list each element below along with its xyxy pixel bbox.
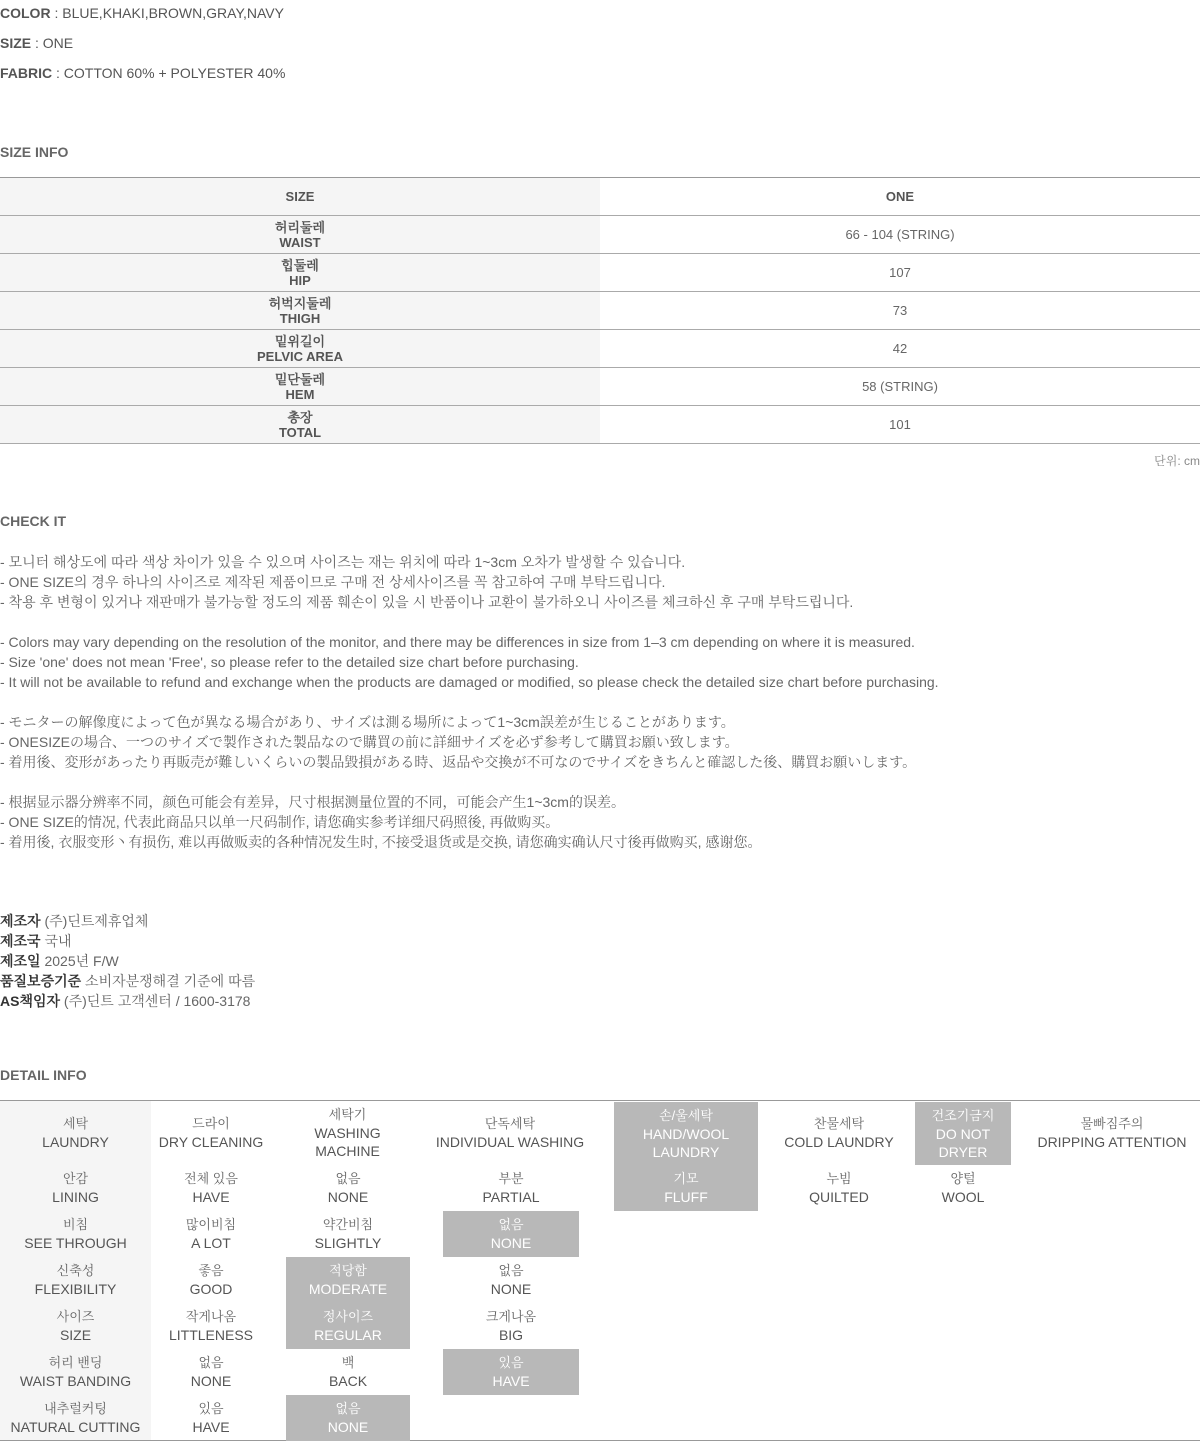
spec-key: COLOR <box>0 5 51 21</box>
note-line: - Size 'one' does not mean 'Free', so please refer to the detailed size chart before purchasing. <box>0 654 579 670</box>
detail-en: A LOT <box>191 1235 231 1251</box>
detail-ko: 있음 <box>498 1355 524 1370</box>
maker-key: 품질보증기준 <box>0 973 82 989</box>
maker-line <box>0 951 255 971</box>
detail-ko: 사이즈 <box>56 1309 95 1324</box>
row-label-en: WAIST <box>279 234 321 250</box>
row-label-ko: 총장 <box>287 409 313 425</box>
detail-option-dry-cleaning <box>151 1107 271 1159</box>
detail-ko: 없음 <box>498 1217 524 1232</box>
detail-ko: 허리 밴딩 <box>48 1355 103 1370</box>
row-value: 73 <box>600 292 1200 330</box>
detail-option-dripping-attention <box>1024 1107 1200 1159</box>
spec-value: : BLUE,KHAKI,BROWN,GRAY,NAVY <box>50 5 284 21</box>
detail-ko: 좋음 <box>198 1263 224 1278</box>
detail-ko: 세탁기 <box>328 1107 367 1122</box>
detail-en: DRYER <box>938 1143 988 1160</box>
detail-ko: 없음 <box>498 1263 524 1278</box>
detail-ko: 백 <box>341 1355 355 1370</box>
row-label-en: TOTAL <box>278 424 322 440</box>
row-label-ko: 허리둘레 <box>274 219 326 235</box>
row-label <box>0 216 600 254</box>
detail-label-natural-cutting <box>0 1395 151 1441</box>
detail-label-lining <box>0 1165 151 1211</box>
detail-en: COLD LAUNDRY <box>784 1134 894 1150</box>
table-row <box>0 254 1200 292</box>
detail-en: FLEXIBILITY <box>34 1281 117 1297</box>
detail-ko: 누빔 <box>826 1171 852 1186</box>
detail-en: HAND/WOOL <box>642 1125 730 1142</box>
detail-ko: 내추럴커팅 <box>44 1401 107 1416</box>
table-row <box>0 216 1200 254</box>
size-info-title: SIZE INFO <box>0 144 69 160</box>
detail-en: HAVE <box>492 1373 530 1389</box>
row-label-en: HIP <box>289 272 311 288</box>
maker-value: 소비자분쟁해결 기준에 따름 <box>81 973 256 989</box>
detail-option-hand-wool-laundry <box>614 1102 758 1165</box>
detail-option-waist-banding-have <box>443 1349 579 1395</box>
note-line: - ONESIZEの場合、一つのサイズで製作された製品なので購買の前に詳細サイズを必ず参考して購買お願い致します。 <box>0 734 739 750</box>
detail-en: LAUNDRY <box>42 1134 109 1150</box>
note-line: - It will not be available to refund and exchange when the products are damaged or modified, so please check the detailed size chart before purchasing. <box>0 674 939 690</box>
detail-en: PARTIAL <box>482 1189 540 1205</box>
maker-line <box>0 991 255 1011</box>
detail-en: NONE <box>327 1419 369 1435</box>
detail-en: DRY CLEANING <box>158 1134 264 1150</box>
detail-grid <box>0 1100 1200 1441</box>
detail-en: NONE <box>327 1189 369 1205</box>
maker-key: AS책임자 <box>0 993 61 1009</box>
row-label-ko: 허벅지둘레 <box>268 295 332 311</box>
row-label-en: PELVIC AREA <box>257 348 343 364</box>
row-label <box>0 406 600 444</box>
table-row <box>0 330 1200 368</box>
spec-color <box>0 4 284 22</box>
note-line: - 根据显示器分辨率不同，颜色可能会有差异，尺寸根据测量位置的不同，可能会产生1~3cm的误差。 <box>0 794 625 810</box>
detail-en: MODERATE <box>308 1281 388 1297</box>
row-label-en: THIGH <box>279 310 321 326</box>
detail-option-fluff <box>614 1165 758 1211</box>
detail-ko: 기모 <box>673 1171 699 1186</box>
detail-option-size-regular <box>286 1303 410 1349</box>
row-value: 107 <box>600 254 1200 292</box>
detail-label-see-through <box>0 1211 151 1257</box>
detail-ko: 양털 <box>950 1171 976 1186</box>
detail-en: WOOL <box>941 1189 985 1205</box>
detail-option-flexibility-good <box>151 1257 271 1303</box>
detail-en: DO NOT <box>935 1125 991 1142</box>
maker-info <box>0 911 255 1011</box>
detail-option-flexibility-moderate <box>286 1257 410 1303</box>
detail-option-wool <box>915 1165 1011 1211</box>
detail-en: HAVE <box>192 1419 230 1435</box>
row-label <box>0 254 600 292</box>
table-row <box>0 406 1200 444</box>
table-header-row <box>0 178 1200 216</box>
detail-option-washing-machine <box>282 1107 413 1159</box>
note-line: - 着用後、変形があったり再販売が難しいくらいの製品毀損がある時、返品や交換が不可なのでサイズをきちんと確認した後、購買お願いします。 <box>0 754 917 770</box>
spec-fabric <box>0 64 285 82</box>
detail-ko: 안감 <box>62 1171 89 1186</box>
unit-note: 단위: cm <box>1154 454 1200 468</box>
detail-option-size-big <box>443 1303 579 1349</box>
detail-ko: 정사이즈 <box>322 1309 374 1324</box>
detail-en: LAUNDRY <box>652 1143 720 1160</box>
detail-option-size-littleness <box>151 1303 271 1349</box>
note-line: - 모니터 해상도에 따라 색상 차이가 있을 수 있으며 사이즈는 재는 위치에 따라 1~3cm 오차가 발생할 수 있습니다. <box>0 554 686 570</box>
detail-en: GOOD <box>189 1281 233 1297</box>
note-line: - ONE SIZE的情况, 代表此商品只以单一尺码制作, 请您确实参考详细尺码照後, 再做购买。 <box>0 814 560 830</box>
note-line: - Colors may vary depending on the resolution of the monitor, and there may be differences in size from 1–3 cm depending on where it is measured. <box>0 634 915 650</box>
table-row <box>0 292 1200 330</box>
note-line: - モニターの解像度によって色が異なる場合があり、サイズは測る場所によって1~3cm誤差が生じることがあります。 <box>0 714 735 730</box>
detail-en: FLUFF <box>664 1189 708 1205</box>
detail-ko: 약간비침 <box>322 1217 374 1232</box>
detail-label-waist-banding <box>0 1349 151 1395</box>
detail-en: SIZE <box>59 1327 92 1343</box>
maker-key: 제조일 <box>0 953 41 969</box>
detail-en: LITTLENESS <box>168 1327 254 1343</box>
detail-en: LINING <box>52 1189 99 1205</box>
row-label-ko: 밑위길이 <box>274 333 326 349</box>
row-label-ko: 힙둘레 <box>281 257 319 273</box>
detail-ko: 없음 <box>198 1355 224 1370</box>
detail-en: REGULAR <box>314 1327 382 1343</box>
detail-en: BIG <box>498 1327 524 1343</box>
header-label: SIZE <box>0 178 600 216</box>
row-label <box>0 292 600 330</box>
detail-ko: 없음 <box>335 1171 361 1186</box>
detail-en: INDIVIDUAL WASHING <box>435 1134 585 1150</box>
spec-value: : ONE <box>31 35 74 51</box>
check-it-title: CHECK IT <box>0 513 67 529</box>
row-label-en: HEM <box>285 386 315 402</box>
note-line: - 착용 후 변형이 있거나 재판매가 불가능할 정도의 제품 훼손이 있을 시 반품이나 교환이 불가하오니 사이즈를 체크하신 후 구매 부탁드립니다. <box>0 594 854 610</box>
size-table <box>0 177 1200 444</box>
detail-ko: 있음 <box>198 1401 224 1416</box>
detail-en: NONE <box>490 1235 532 1251</box>
detail-option-see-through-slightly <box>286 1211 410 1257</box>
detail-ko: 드라이 <box>192 1116 230 1131</box>
spec-value: : COTTON 60% + POLYESTER 40% <box>52 65 286 81</box>
detail-en: QUILTED <box>809 1189 869 1205</box>
maker-line <box>0 971 255 991</box>
row-label-ko: 밑단둘레 <box>274 371 326 387</box>
row-value: 101 <box>600 406 1200 444</box>
row-value: 58 (STRING) <box>600 368 1200 406</box>
detail-ko: 손/울세탁 <box>659 1107 713 1123</box>
detail-option-see-through-none <box>443 1211 579 1257</box>
detail-option-natural-cutting-none <box>286 1395 410 1441</box>
detail-option-waist-banding-back <box>286 1349 410 1395</box>
detail-en: NATURAL CUTTING <box>10 1419 141 1435</box>
note-line: - 着用後, 衣服变形丶有损伤, 难以再做贩卖的各种情况发生时, 不接受退货或是交换, 请您确实确认尺寸後再做购买, 感谢您。 <box>0 834 762 850</box>
detail-ko: 적당함 <box>329 1263 367 1278</box>
row-label <box>0 330 600 368</box>
maker-key: 제조국 <box>0 933 41 949</box>
note-line: - ONE SIZE의 경우 하나의 사이즈로 제작된 제품이므로 구매 전 상세사이즈를 꼭 참고하여 구매 부탁드립니다. <box>0 574 666 590</box>
detail-label-laundry <box>0 1107 151 1159</box>
detail-ko: 많이비침 <box>185 1217 237 1232</box>
detail-label-flexibility <box>0 1257 151 1303</box>
detail-option-lining-have <box>151 1165 271 1211</box>
maker-line <box>0 911 255 931</box>
detail-option-lining-partial <box>443 1165 579 1211</box>
maker-value: (주)딘트제휴업체 <box>40 913 149 929</box>
maker-value: (주)딘트 고객센터 / 1600-3178 <box>60 993 251 1009</box>
detail-ko: 작게나옴 <box>185 1309 237 1324</box>
detail-label-size <box>0 1303 151 1349</box>
detail-en: SEE THROUGH <box>24 1235 127 1251</box>
detail-ko: 비침 <box>62 1217 89 1232</box>
detail-option-waist-banding-none <box>151 1349 271 1395</box>
spec-size <box>0 34 73 52</box>
detail-en: NONE <box>490 1281 532 1297</box>
row-value: 66 - 104 (STRING) <box>600 216 1200 254</box>
detail-option-lining-none <box>286 1165 410 1211</box>
maker-line <box>0 931 255 951</box>
header-value: ONE <box>600 178 1200 216</box>
detail-ko: 건조기금지 <box>931 1107 995 1123</box>
spec-key: FABRIC <box>0 65 53 81</box>
detail-ko: 없음 <box>335 1401 361 1416</box>
detail-ko: 전체 있음 <box>184 1171 238 1186</box>
detail-info-title: DETAIL INFO <box>0 1067 87 1083</box>
detail-ko: 부분 <box>498 1171 524 1186</box>
detail-en: NONE <box>190 1373 232 1389</box>
detail-option-flexibility-none <box>443 1257 579 1303</box>
table-row <box>0 368 1200 406</box>
detail-ko: 신축성 <box>56 1263 95 1278</box>
detail-en: DRIPPING ATTENTION <box>1037 1134 1187 1150</box>
detail-option-see-through-a-lot <box>151 1211 271 1257</box>
detail-en: WAIST BANDING <box>19 1373 132 1389</box>
maker-key: 제조자 <box>0 913 41 929</box>
detail-option-natural-cutting-have <box>151 1395 271 1441</box>
detail-option-individual-washing <box>430 1107 590 1159</box>
detail-ko: 물빠짐주의 <box>1080 1116 1144 1131</box>
detail-en: HAVE <box>192 1189 230 1205</box>
detail-ko: 찬물세탁 <box>813 1116 865 1131</box>
detail-ko: 단독세탁 <box>484 1116 536 1131</box>
spec-key: SIZE <box>0 35 32 51</box>
maker-value: 2025년 F/W <box>40 953 119 969</box>
detail-option-no-dryer <box>915 1102 1011 1165</box>
detail-en: SLIGHTLY <box>314 1235 382 1251</box>
detail-ko: 세탁 <box>62 1116 89 1131</box>
detail-en: WASHING MACHINE <box>314 1125 381 1159</box>
check-it-notes <box>0 552 1200 852</box>
detail-en: BACK <box>328 1373 368 1389</box>
detail-option-cold-laundry <box>770 1107 908 1159</box>
row-value: 42 <box>600 330 1200 368</box>
row-label <box>0 368 600 406</box>
maker-value: 국내 <box>40 933 72 949</box>
detail-option-quilted <box>770 1165 908 1211</box>
detail-ko: 크게나옴 <box>485 1309 537 1324</box>
